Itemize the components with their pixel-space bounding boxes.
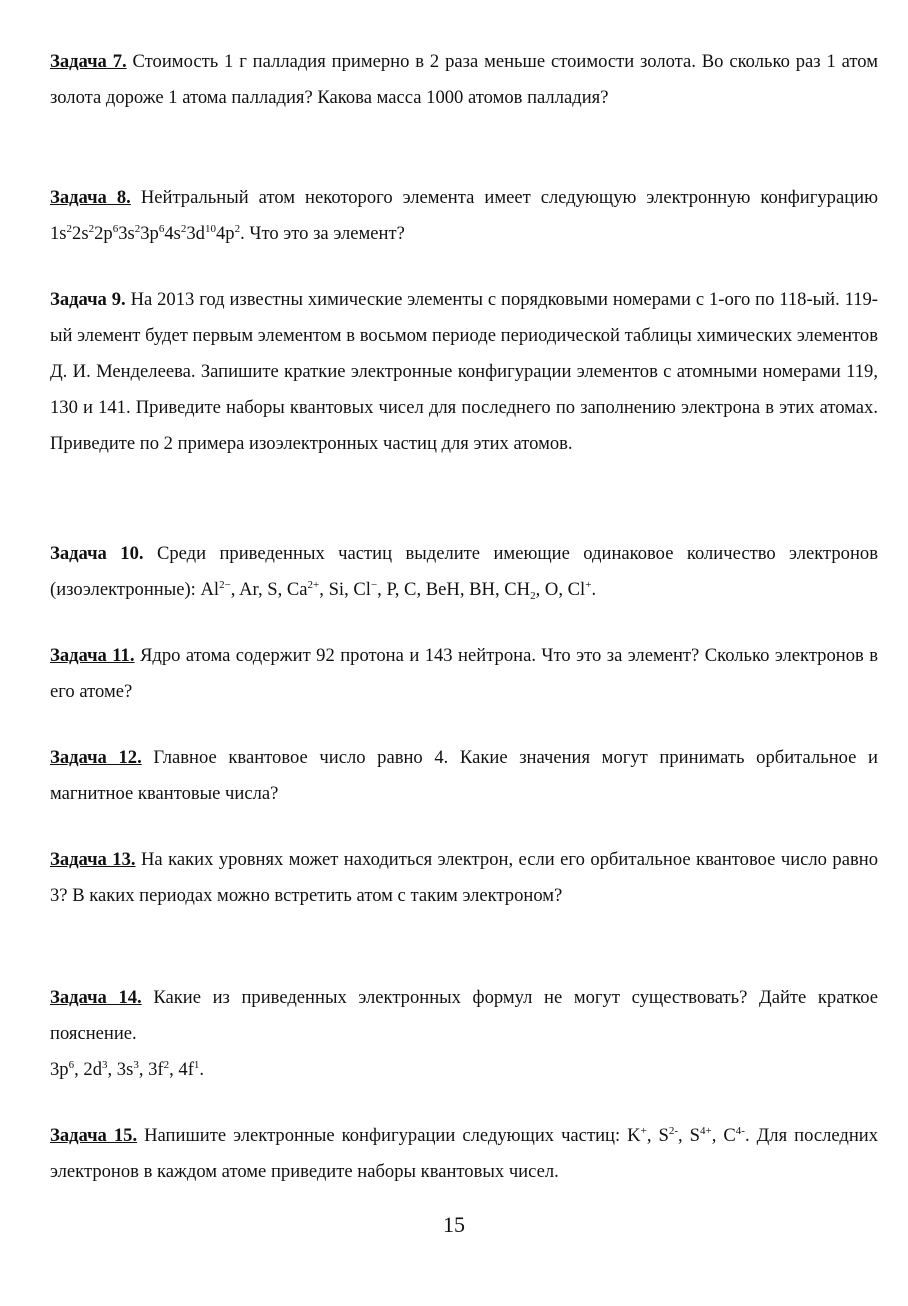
task-label: Задача 10.	[50, 543, 144, 564]
task-11	[50, 638, 878, 710]
task-text: Какие из приведенных электронных формул не могут существовать? Дайте краткое пояснение.	[50, 987, 878, 1044]
task-8	[50, 180, 878, 252]
task-13	[50, 842, 878, 914]
page-number: 15	[443, 1212, 465, 1237]
task-9	[50, 282, 878, 462]
ion-list: K+, $S^{2-}$, $S^{4+}$, $C^{4-}$.	[627, 1125, 750, 1146]
task-label: Задача 13.	[50, 849, 136, 870]
task-label: Задача 11.	[50, 645, 135, 666]
task-15	[50, 1118, 878, 1190]
particle-list: $Al^{2-}$, Ar, S, $Ca^{2+}$, Si, Cl−, P, C, BeH, BH, $CH_2$, O, Cl+.	[200, 579, 597, 602]
task-text: Среди приведенных частиц выделите имеющие одинаковое количество электронов (изоэлектронные):	[50, 543, 878, 600]
task-text: На каких уровнях может находиться электрон, если его орбитальное квантовое число равно 3? В каких периодах можно встретить атом с таким электроном?	[50, 849, 879, 906]
task-text: Главное квантовое число равно 4. Какие значения могут принимать орбитальное и магнитное квантовые числа?	[50, 747, 879, 804]
task-12	[50, 740, 878, 812]
task-14	[50, 980, 878, 1088]
task-label: Задача 12.	[50, 747, 142, 768]
task-label: Задача 7.	[50, 51, 127, 72]
task-10	[50, 536, 878, 608]
task-label: Задача 14.	[50, 987, 142, 1008]
task-text: Стоимость 1 г палладия примерно в 2 раза меньше стоимости золота. Во сколько раз 1 атом золота дороже 1 атома палладия? Какова масса 1000 атомов палладия?	[50, 51, 878, 108]
electron-configuration: $1s^22s^22p^63s^23p^64s^23d^{10}4p^2$	[50, 223, 241, 244]
task-label: Задача 9.	[50, 289, 126, 310]
task-text: Нейтральный атом некоторого элемента имеет следующую электронную конфигурацию	[140, 187, 879, 208]
task-text: На 2013 год известны химические элементы с порядковыми номерами с 1-ого по 118-ый. 119-ый элемент будет первым элементом в восьмом периоде периодической таблицы химических элементов Д. И. Менделеева. Запишите краткие электронные конфигурации элементов с атомными номерами 119, 130 и 141. Приведите наборы квантовых чисел для последнего по заполнению электрона в этих атомах. Приведите по 2 примера изоэлектронных частиц для этих атомов.	[50, 289, 879, 454]
task-label: Задача 8.	[50, 187, 131, 208]
task-text-2: Для последних электронов в каждом атоме приведите наборы квантовых чисел.	[50, 1125, 879, 1182]
task-label: Задача 15.	[50, 1125, 138, 1146]
task-text: Напишите электронные конфигурации следующих частиц:	[144, 1125, 621, 1146]
task-text-end: . Что это за элемент?	[240, 223, 405, 244]
formula-list: $3p^6$, $2d^3$, $3s^3$, $3f^2$, $4f^1$.	[50, 1059, 205, 1080]
task-7	[50, 44, 878, 116]
task-text: Ядро атома содержит 92 протона и 143 нейтрона. Что это за элемент? Сколько электронов в его атоме?	[50, 645, 879, 702]
